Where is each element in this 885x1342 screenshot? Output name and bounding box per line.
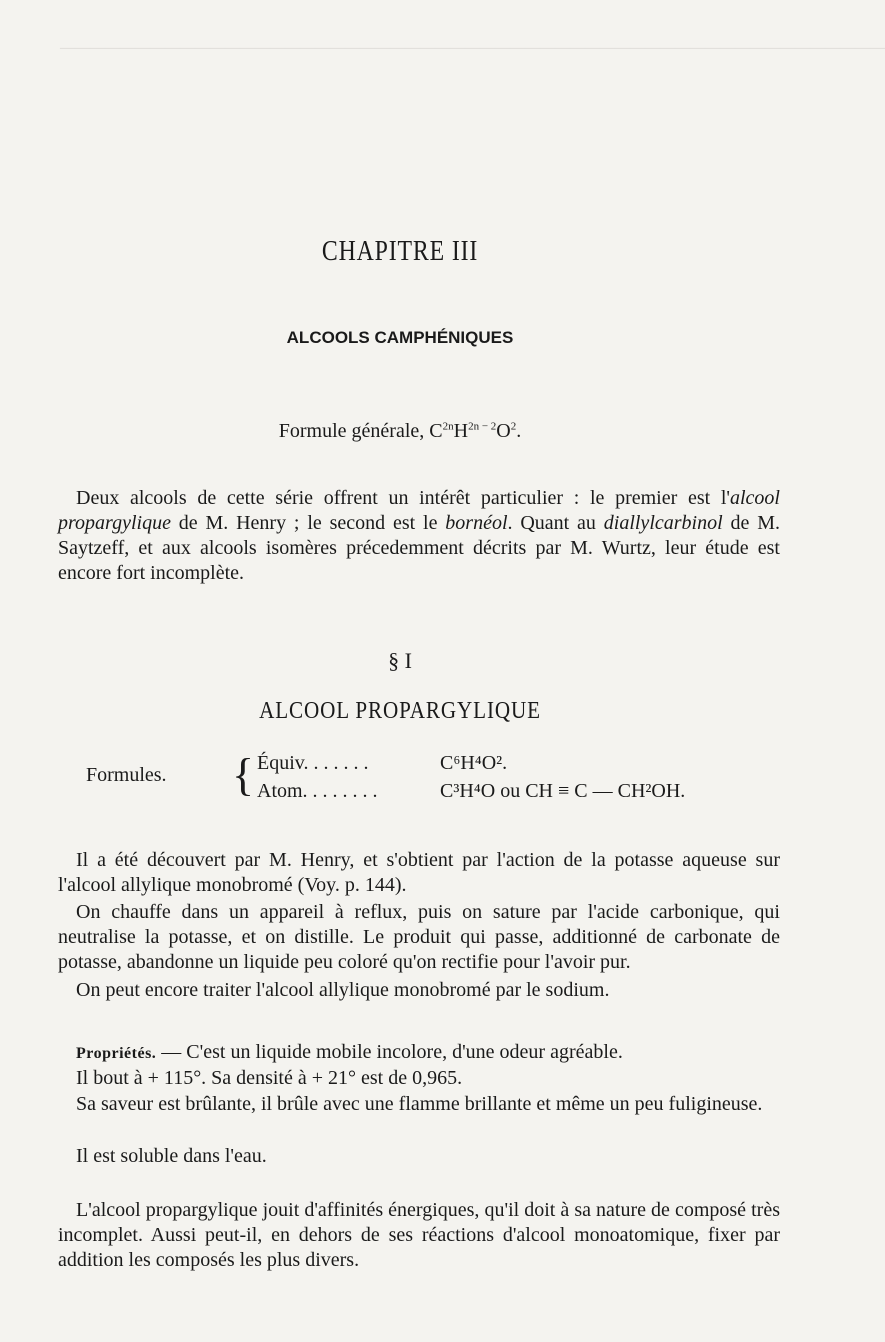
general-formula: Formule générale, $C^{2n}H^{2n - 2}O^2$. [278,420,522,442]
paragraph-discovery: Il a été découvert par M. Henry, et s'obtient par l'action de la potasse aqueuse sur l'alcool allylique monobromé (Voy. p. 144). [58,849,780,896]
paragraph-boiling-point: Il bout à + 115°. Sa densité à + 21° est de 0,965. [76,1067,463,1089]
formulas-label: Formules. [86,764,167,786]
paragraph-alternative: On peut encore traiter l'alcool allylique monobromé par le sodium. [76,979,610,1001]
paragraph-solubility: Il est soluble dans l'eau. [76,1145,267,1167]
section-title: ALCOOL PROPARGYLIQUE [259,698,541,724]
atom-label: Atom. . . . . . . . [257,780,378,802]
brace-icon: { [232,749,255,800]
chapter-title: CHAPITRE III [321,236,479,267]
intro-paragraph: Deux alcools de cette série offrent un intérêt particulier : le premier est l'alcool propargylique de M. Henry ; le second est le bornéol. Quant au diallylcarbinol de M. Saytzeff, et aux alcools isomères précedemment décrits par M. Wurtz, leur étude est encore fort incomplète. [58,487,780,584]
paragraph-taste: Sa saveur est brûlante, il brûle avec une flamme brillante et même un peu fuligineuse. [76,1093,763,1115]
paragraph-preparation: On chauffe dans un appareil à reflux, puis on sature par l'acide carbonique, qui neutralise la potasse, et on distille. Le produit qui passe, additionné de carbonate de potasse, abandonne un liquide peu coloré qu'on rectifie pour l'avoir pur. [58,901,780,973]
equiv-label: Équiv. . . . . . . [257,752,369,774]
properties-label: Propriétés. [76,1045,157,1062]
paragraph-properties: Propriétés. — C'est un liquide mobile incolore, d'une odeur agréable. [76,1041,623,1063]
chapter-subtitle: ALCOOLS CAMPHÉNIQUES [286,328,514,347]
bleed-through-texture: ――――――――――――――――――――――――――――――――――――――――――――――――――――――― [60,40,885,56]
atom-value: C³H⁴O ou CH ≡ C — CH²OH. [440,780,686,802]
section-marker: § I [388,648,412,673]
paragraph-affinities: L'alcool propargylique jouit d'affinités énergiques, qu'il doit à sa nature de composé très incomplet. Aussi peut-il, en dehors de ses réactions d'alcool monoatomique, fixer par addition les composés les plus divers. [58,1199,780,1271]
equiv-value: C⁶H⁴O². [440,752,508,774]
